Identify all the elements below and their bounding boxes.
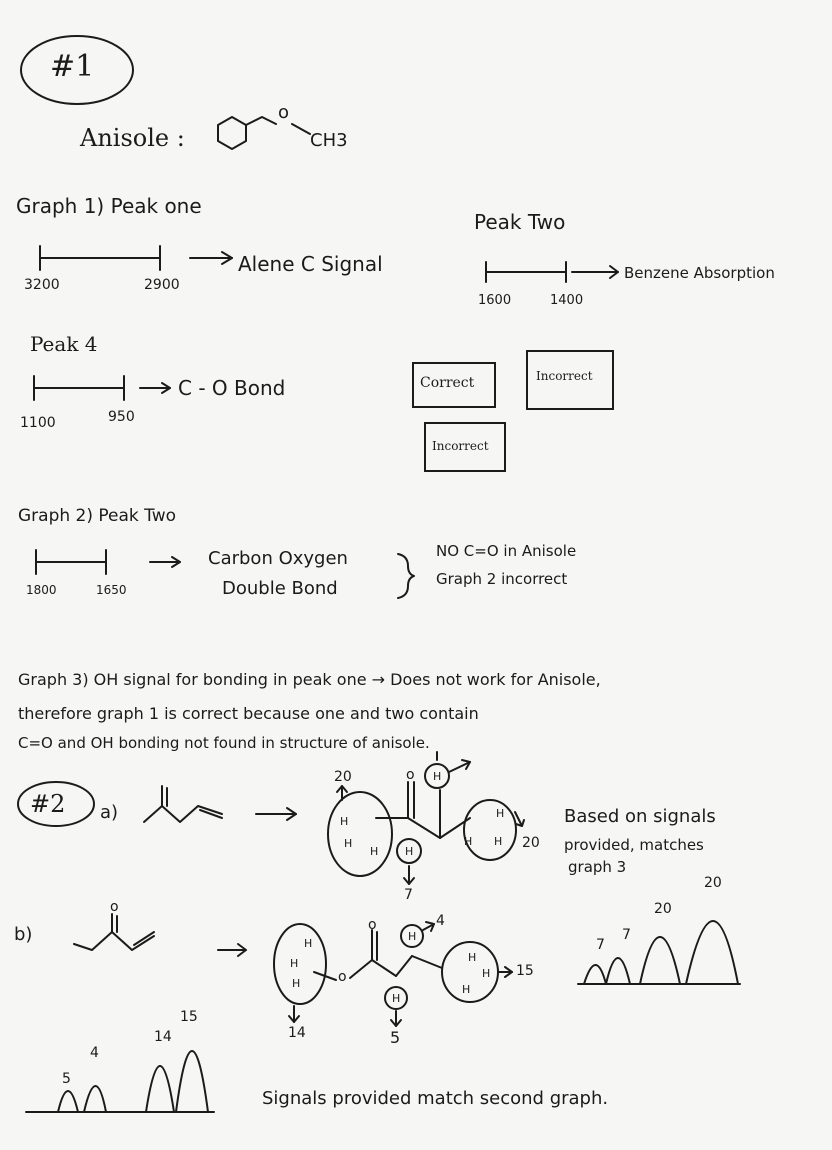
verdict-correct: Correct	[420, 375, 475, 391]
verdict-box-3	[424, 422, 506, 472]
peak-two-heading: Peak Two	[474, 210, 566, 234]
graph-2-note-1: NO C=O in Anisole	[436, 542, 577, 560]
label-b-methoxy: 14	[288, 1025, 306, 1041]
atom-h-b5: H	[482, 967, 491, 980]
ether-bond-2	[292, 124, 310, 134]
peak-four-assignment: C - O Bond	[178, 376, 286, 400]
peak-four-heading: Peak 4	[30, 332, 98, 356]
label-a-ch: 7	[404, 887, 413, 903]
verdict-box-2	[526, 350, 614, 410]
peak-two-high: 1400	[550, 293, 584, 308]
graph-2-heading: Graph 2) Peak Two	[18, 506, 177, 526]
atom-o-a: o	[406, 767, 415, 783]
spectrum-b-label-4: 15	[180, 1009, 198, 1025]
atom-h-a4: H	[496, 807, 505, 820]
peak-two-assignment: Benzene Absorption	[624, 264, 775, 282]
spectrum-b-label-3: 14	[154, 1029, 172, 1045]
verdict-incorrect-2: Incorrect	[432, 439, 489, 453]
atom-o-b3: o	[338, 969, 347, 985]
label-b-beta: 4	[436, 913, 445, 929]
spectrum-a-label-3: 20	[654, 901, 672, 917]
atom-h-top: H	[433, 770, 442, 783]
problem-1-label: #1	[50, 49, 95, 84]
peak-one-assignment: Alene C Signal	[238, 252, 383, 276]
atom-h-a6: H	[494, 835, 503, 848]
brace	[398, 554, 414, 598]
atom-h-a3: H	[370, 845, 379, 858]
conclusion: Signals provided match second graph.	[262, 1088, 609, 1109]
atom-o-b1: o	[110, 899, 119, 915]
part-a-note-3: graph 3	[568, 858, 627, 876]
graph-1-heading: Graph 1) Peak one	[16, 194, 202, 218]
part-a-note-2: provided, matches	[564, 836, 704, 854]
graph-2-low: 1800	[26, 583, 57, 597]
atom-h-ch: H	[405, 845, 414, 858]
peak-one-low: 3200	[24, 277, 60, 293]
graph-2-assignment-1: Carbon Oxygen	[208, 548, 348, 569]
atom-h-a5: H	[464, 835, 473, 848]
peak-four-high: 950	[108, 409, 135, 425]
graph-3-line-1: Graph 3) OH signal for bonding in peak one → Does not work for Anisole,	[18, 670, 601, 689]
benzene-ring	[218, 117, 246, 149]
ch3-circle-a	[328, 792, 392, 876]
spectrum-a-label-4: 20	[704, 875, 722, 891]
graph-3-line-3: C=O and OH bonding not found in structure of anisole.	[18, 734, 430, 752]
ether-bond-1	[246, 117, 276, 125]
verdict-incorrect-1: Incorrect	[536, 369, 593, 383]
graph-2-high: 1650	[96, 583, 127, 597]
atom-o-b2: o	[368, 917, 377, 933]
spectrum-a-label-2: 7	[622, 927, 631, 943]
spectrum-b-label-1: 5	[62, 1071, 71, 1087]
methoxy-circle-b	[274, 924, 326, 1004]
part-a-label: a)	[100, 802, 119, 823]
atom-h-a2: H	[344, 837, 353, 850]
atom-h-b2: H	[290, 957, 299, 970]
spectrum-b-label-2: 4	[90, 1045, 99, 1061]
atom-h-a1: H	[340, 815, 349, 828]
skeletal-b	[74, 932, 154, 950]
label-a-vinyl: 20	[522, 835, 540, 851]
atom-h-b6: H	[462, 983, 471, 996]
graph-2-note-2: Graph 2 incorrect	[436, 570, 568, 588]
graph-3-line-2: therefore graph 1 is correct because one and two contain	[18, 704, 479, 723]
graph-2-assignment-2: Double Bond	[222, 578, 338, 599]
compound-label: Anisole :	[80, 124, 185, 152]
peak-four-low: 1100	[20, 415, 56, 431]
part-a-note-1: Based on signals	[564, 806, 716, 827]
methyl-group: CH3	[310, 130, 348, 151]
spectrum-a-label-1: 7	[596, 937, 605, 953]
atom-h-b3: H	[292, 977, 301, 990]
label-b-methyl: 15	[516, 963, 534, 979]
vinyl-circle-a	[464, 800, 516, 860]
atom-h-alpha: H	[392, 992, 401, 1005]
label-b-alpha: 5	[390, 1028, 401, 1047]
part-b-label: b)	[14, 924, 33, 945]
atom-oxygen: o	[278, 102, 290, 123]
atom-h-b4: H	[468, 951, 477, 964]
peak-one-high: 2900	[144, 277, 180, 293]
label-a-methyl: 20	[334, 769, 352, 785]
atom-h-beta: H	[408, 930, 417, 943]
peak-two-low: 1600	[478, 293, 512, 308]
atom-h-b1: H	[304, 937, 313, 950]
verdict-box-1	[412, 362, 496, 408]
problem-2-label: #2	[30, 790, 66, 818]
